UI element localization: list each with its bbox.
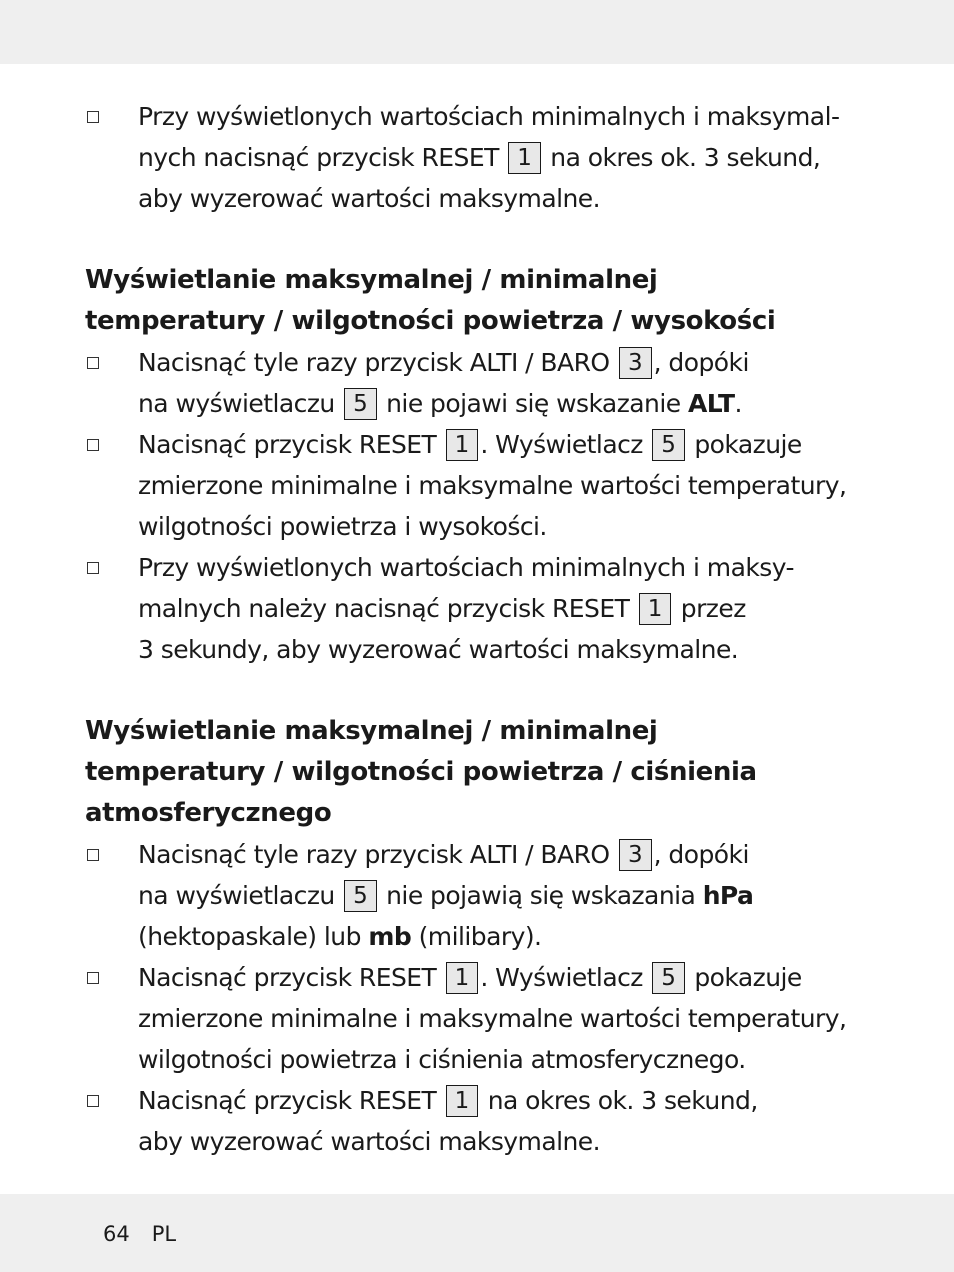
section-heading: Wyświetlanie maksymalnej / minimalnej temperatury / wilgotności powietrza / ciśnienia atmosferycznego	[85, 716, 757, 828]
item-line: 3 sekundy, aby wyzerować wartości maksymalne.	[138, 635, 739, 664]
item-line: zmierzone minimalne i maksymalne wartości temperatury,	[138, 1004, 847, 1033]
reference-number: 5	[652, 962, 685, 994]
manual-page-content	[85, 96, 860, 1162]
intro-section	[85, 96, 860, 219]
instruction-item	[85, 1080, 860, 1162]
item-line: Nacisnąć przycisk RESET 1 . Wyświetlacz 5 pokazuje	[138, 963, 802, 992]
language-code: PL	[151, 1222, 177, 1246]
item-line: Przy wyświetlonych wartościach minimalnych i maksy-	[138, 553, 795, 582]
page-footer	[103, 1220, 176, 1248]
instruction-item	[85, 957, 860, 1080]
item-line: (hektopaskale) lub mb (milibary).	[138, 922, 542, 951]
instruction-item	[85, 96, 860, 219]
checkbox-bullet-icon	[87, 849, 99, 861]
display-indicator-text: hPa	[702, 881, 754, 910]
checkbox-bullet-icon	[87, 111, 99, 123]
top-band	[0, 0, 954, 64]
reference-number: 1	[639, 593, 672, 625]
item-line: wilgotności powietrza i ciśnienia atmosferycznego.	[138, 1045, 746, 1074]
reference-number: 3	[619, 839, 652, 871]
item-line: zmierzone minimalne i maksymalne wartości temperatury,	[138, 471, 847, 500]
section-pressure	[85, 711, 860, 1162]
page-number: 64	[103, 1222, 130, 1246]
reference-number: 1	[446, 962, 479, 994]
item-line: Nacisnąć przycisk RESET 1 na okres ok. 3 sekund,	[138, 1086, 758, 1115]
item-line: Przy wyświetlonych wartościach minimalnych i maksymal-	[138, 102, 840, 131]
section-heading: Wyświetlanie maksymalnej / minimalnej temperatury / wilgotności powietrza / wysokości	[85, 265, 776, 336]
reference-number: 1	[446, 1085, 479, 1117]
item-line: aby wyzerować wartości maksymalne.	[138, 184, 601, 213]
instruction-item	[85, 342, 860, 424]
checkbox-bullet-icon	[87, 357, 99, 369]
instruction-item	[85, 547, 860, 670]
reference-number: 5	[344, 880, 377, 912]
section-altitude	[85, 260, 860, 670]
item-line: Nacisnąć przycisk RESET 1 . Wyświetlacz 5 pokazuje	[138, 430, 802, 459]
item-line: aby wyzerować wartości maksymalne.	[138, 1127, 601, 1156]
checkbox-bullet-icon	[87, 1095, 99, 1107]
display-indicator-text: ALT	[687, 389, 735, 418]
item-line: Nacisnąć tyle razy przycisk ALTI / BARO 3 , dopóki	[138, 348, 749, 377]
item-line: Nacisnąć tyle razy przycisk ALTI / BARO 3 , dopóki	[138, 840, 749, 869]
instruction-item	[85, 834, 860, 957]
reference-number: 1	[508, 142, 541, 174]
checkbox-bullet-icon	[87, 439, 99, 451]
item-line: na wyświetlaczu 5 nie pojawią się wskazania hPa	[138, 881, 754, 910]
checkbox-bullet-icon	[87, 972, 99, 984]
reference-number: 3	[619, 347, 652, 379]
reference-number: 1	[446, 429, 479, 461]
item-line: na wyświetlaczu 5 nie pojawi się wskazanie ALT.	[138, 389, 742, 418]
item-line: wilgotności powietrza i wysokości.	[138, 512, 547, 541]
item-line: nych nacisnąć przycisk RESET 1 na okres ok. 3 sekund,	[138, 143, 821, 172]
display-indicator-text: mb	[368, 922, 412, 951]
instruction-item	[85, 424, 860, 547]
checkbox-bullet-icon	[87, 562, 99, 574]
reference-number: 5	[344, 388, 377, 420]
item-line: malnych należy nacisnąć przycisk RESET 1 przez	[138, 594, 746, 623]
reference-number: 5	[652, 429, 685, 461]
